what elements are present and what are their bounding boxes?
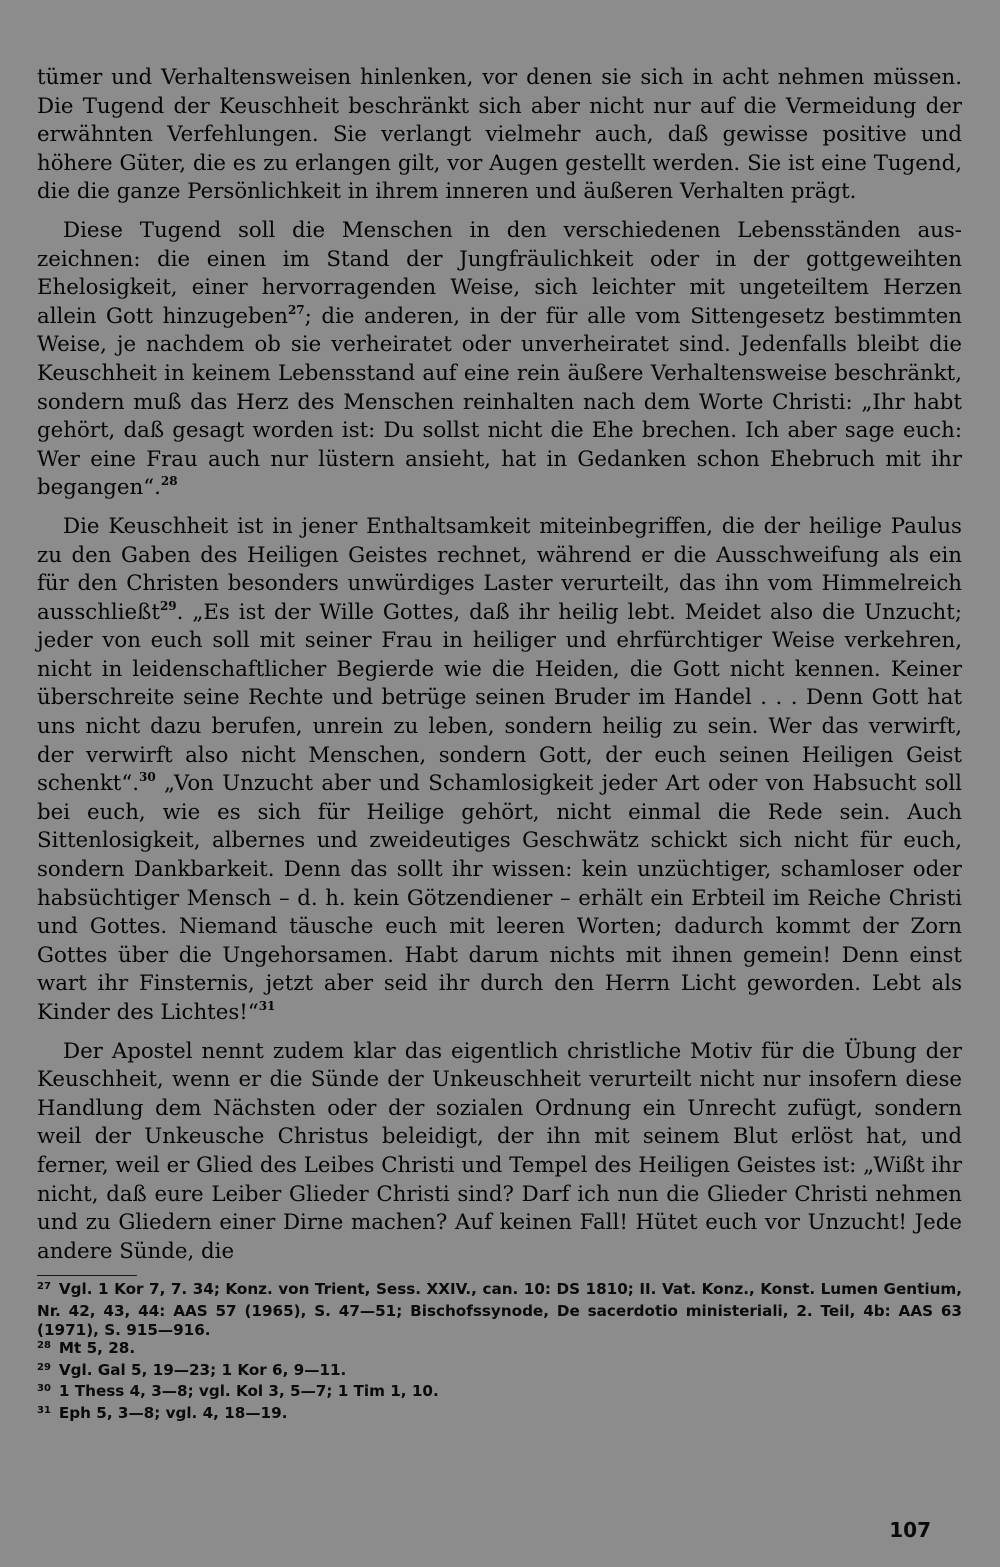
footnote-ref-27[interactable]: 27	[287, 302, 305, 317]
paragraph-1: tümer und Verhaltensweisen hinlenken, vor denen sie sich in acht nehmen müssen. Die Tugend der Keuschheit beschränkt sich aber nicht nur auf die Vermeidung der erwähnten Verfehlungen. Sie verlangt vielmehr auch, daß gewisse positive und höhere Güter, die es zu erlangen gilt, vor Augen gestellt werden. Sie ist eine Tugend, die die ganze Persönlichkeit in ihrem inneren und äußeren Verhalten prägt.	[37, 65, 962, 205]
footnote-ref-29[interactable]: 29	[159, 598, 177, 613]
paragraph-3-text-2: . „Es ist der Wille Gottes, daß ihr heilig lebt. Meidet also die Unzucht; jeder von euch soll mit seiner Frau in heiliger und ehrfürchtiger Weise verkehren, nicht in leidenschaftlicher Begierde wie die Heiden, die Gott nicht kennen. Keiner überschreite seine Rechte und betrüge seinen Bruder im Handel . . . Denn Gott hat uns nicht dazu berufen, unrein zu leben, sondern heilig zu sein. Wer das verwirft, der verwirft also nicht Menschen, sondern Gott, der euch seinen Heiligen Geist schenkt“.	[37, 599, 962, 797]
footnote-30	[37, 1382, 962, 1404]
footnote-text: 1 Thess 4, 3—8; vgl. Kol 3, 5—7; 1 Tim 1, 10.	[58, 1382, 439, 1401]
footnotes	[37, 1280, 962, 1425]
paragraph-2	[37, 217, 962, 503]
footnote-29	[37, 1361, 962, 1383]
footnote-mark: 30	[37, 1383, 51, 1395]
footnote-mark: 29	[37, 1361, 51, 1373]
footnote-text: Vgl. Gal 5, 19—23; 1 Kor 6, 9—11.	[58, 1360, 347, 1379]
main-text	[37, 64, 962, 1266]
footnote-ref-31[interactable]: 31	[258, 998, 276, 1013]
paragraph-2-text-2: ; die anderen, in der für alle vom Sittengesetz bestimmten Weise, je nachdem ob sie verheiratet oder unverheiratet sind. Jedenfalls bleibt die Keuschheit in keinem Lebensstand auf eine rein äußere Verhaltensweise beschränkt, sondern muß das Herz des Menschen reinhalten nach dem Worte Christi: „Ihr habt gehört, daß gesagt worden ist: Du sollst nicht die Ehe brechen. Ich aber sage euch: Wer eine Frau auch nur lüstern ansieht, hat in Gedanken schon Ehebruch mit ihr begangen“.	[37, 303, 962, 501]
paragraph-4: Der Apostel nennt zudem klar das eigentlich christliche Motiv für die Übung der Keuschheit, wenn er die Sünde der Unkeuschheit verurteilt nicht nur insofern diese Handlung dem Nächsten oder der sozialen Ordnung ein Unrecht zufügt, sondern weil der Unkeusche Christus beleidigt, der ihn mit seinem Blut erlöst hat, und ferner, weil er Glied des Leibes Christi und Tempel des Heiligen Geistes ist: „Wißt ihr nicht, daß eure Leiber Glieder Christi sind? Darf ich nun die Glieder Christi nehmen und zu Gliedern einer Dirne machen? Auf keinen Fall! Hütet euch vor Unzucht! Jede andere Sünde, die	[37, 1038, 962, 1264]
paragraph-2-text-1: Diese Tugend soll die Menschen in den verschiedenen Lebensständen auszeichnen: die einen im Stand der Jungfräulichkeit oder in der gottgeweihten Ehelosigkeit, einer hervorragenden Weise, sich leichter mit ungeteiltem Herzen allein Gott hinzugeben	[37, 217, 962, 329]
footnote-ref-28[interactable]: 28	[160, 474, 178, 489]
footnote-mark: 27	[37, 1281, 51, 1293]
paragraph-3-text-1: Die Keuschheit ist in jener Enthaltsamkeit miteinbegriffen, die der heilige Paulus zu den Gaben des Heiligen Geistes rechnet, während er die Ausschweifung als ein für den Christen besonders unwürdiges Laster verurteilt, das ihn vom Himmelreich ausschließt	[37, 513, 962, 625]
footnote-divider	[37, 1275, 137, 1276]
footnote-ref-30[interactable]: 30	[139, 770, 156, 785]
footnote-text: Mt 5, 28.	[58, 1339, 136, 1358]
footnote-text: Vgl. 1 Kor 7, 7. 34; Konz. von Trient, Sess. XXIV., can. 10: DS 1810; II. Vat. Konz., Konst. Lumen Gentium, Nr. 42, 43, 44: AAS 57 (1965), S. 47—51; Bischofssynode, De sacerdotio ministeriali, 2. Teil, 4b: AAS 63 (1971), S. 915—916.	[37, 1280, 962, 1339]
footnote-text: Eph 5, 3—8; vgl. 4, 18—19.	[58, 1403, 288, 1422]
page-number: 107	[889, 1518, 931, 1542]
footnote-mark: 28	[37, 1340, 51, 1352]
footnote-mark: 31	[37, 1404, 51, 1416]
footnote-27	[37, 1280, 962, 1339]
footnote-31	[37, 1404, 962, 1426]
footnote-28	[37, 1339, 962, 1361]
paragraph-3-text-3: „Von Unzucht aber und Schamlosigkeit jeder Art oder von Habsucht soll bei euch, wie es sich für Heilige gehört, nicht einmal die Rede sein. Auch Sittenlosigkeit, albernes und zweideutiges Geschwätz schickt sich nicht für euch, sondern Dankbarkeit. Denn das sollt ihr wissen: kein unzüchtiger, schamloser oder habsüchtiger Mensch – d. h. kein Götzendiener – erhält ein Erbteil im Reiche Christi und Gottes. Niemand täusche euch mit leeren Worten; dadurch kommt der Zorn Gottes über die Ungehorsamen. Habt darum nichts mit ihnen gemein! Denn einst wart ihr Finsternis, jetzt aber seid ihr durch den Herrn Licht geworden. Lebt als Kinder des Lichtes!“	[37, 771, 962, 1025]
paragraph-3	[37, 513, 962, 1028]
